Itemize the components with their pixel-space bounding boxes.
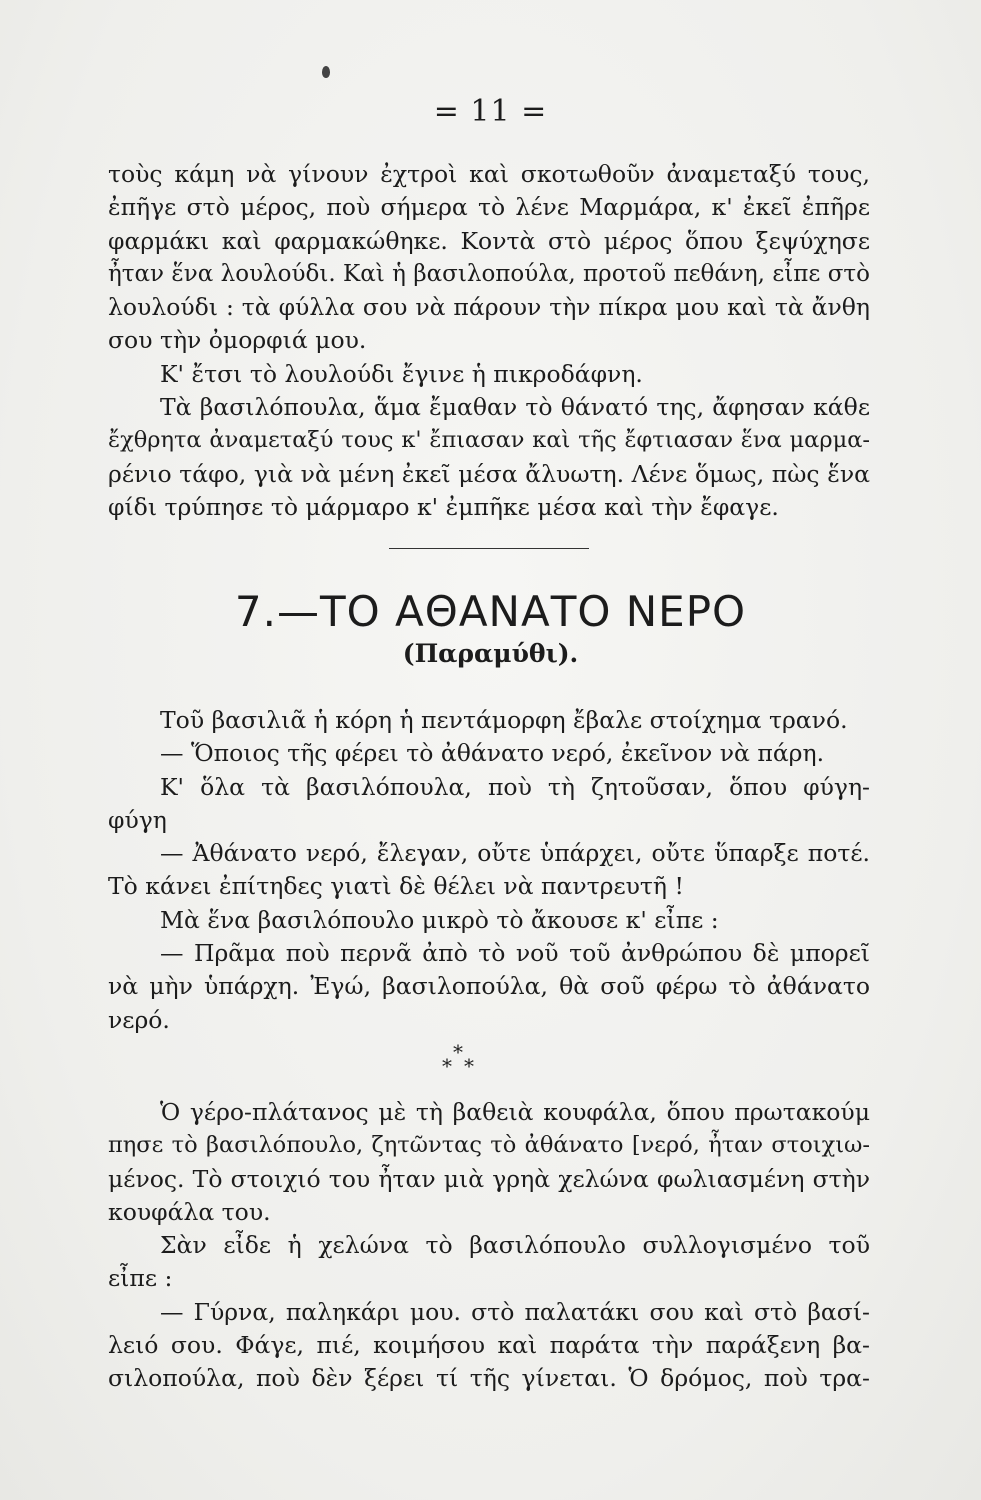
text-line: ἦταν ἕνα λουλούδι. Καὶ ἡ βασιλοπούλα, προτοῦ πεθάνη, εἶπε στὸ	[108, 260, 870, 287]
text-line: φαρμάκι καὶ φαρμακώθηκε. Κοντὰ στὸ μέρος ὅπου ξεψύχησε	[108, 226, 870, 255]
text-line: ἔχθρητα ἀναμεταξύ τους κ' ἔπιασαν καὶ τῆς ἔφτιασαν ἕνα μαρμα-	[108, 427, 870, 454]
text-line: λουλούδι : τὰ φύλλα σου νὰ πάρουν τὴν πίκρα μου καὶ τὰ ἄνθη	[108, 293, 870, 322]
text-line: φίδι τρύπησε τὸ μάρμαρο κ' ἐμπῆκε μέσα καὶ τὴν ἔφαγε.	[108, 492, 779, 521]
text-line: — Ἀθάνατο νερό, ἔλεγαν, οὔτε ὑπάρχει, οὔτε ὕπαρξε ποτέ.	[160, 839, 870, 868]
text-line: Μὰ ἕνα βασιλόπουλο μικρὸ τὸ ἄκουσε κ' εἶπε :	[160, 905, 719, 934]
text-line: ἐπῆγε στὸ μέρος, ποὺ σήμερα τὸ λένε Μαρμάρα, κ' ἐκεῖ ἐπῆρε	[108, 193, 870, 222]
text-line: Ὁ γέρο-πλάτανος μὲ τὴ βαθειὰ κουφάλα, ὅπου πρωτακούμ	[160, 1098, 870, 1126]
chapter-subtitle: (Παραμύθι).	[402, 639, 579, 668]
text-line: τοὺς κάμη νὰ γίνουν ἐχτροὶ καὶ σκοτωθοῦν ἀναμεταξύ τους,	[108, 160, 870, 188]
text-line: Τὸ κάνει ἐπίτηδες γιατὶ δὲ θέλει νὰ παντρευτῆ !	[108, 872, 684, 901]
text-line: Κ' ἔτσι τὸ λουλούδι ἔγινε ἡ πικροδάφνη.	[160, 359, 643, 388]
text-line: φύγη	[108, 805, 167, 834]
ink-speck	[322, 66, 330, 78]
text-line: σου τὴν ὀμορφιά μου.	[108, 326, 367, 355]
text-line: σιλοπούλα, ποὺ δὲν ξέρει τί τῆς γίνεται. Ὁ δρόμος, ποὺ τρα-	[108, 1364, 870, 1393]
intro-paragraphs	[108, 158, 870, 524]
asterism-divider: * * *	[442, 1040, 474, 1078]
section-divider	[389, 548, 589, 549]
text-line: — Γύρνα, παληκάρι μου. στὸ παλατάκι σου καὶ στὸ βασί-	[160, 1297, 870, 1326]
text-line: λειό σου. Φάγε, πιέ, κοιμήσου καὶ παράτα τὴν παράξενη βα-	[108, 1331, 870, 1360]
text-line: εἶπε :	[108, 1264, 173, 1293]
text-line: Τοῦ βασιλιᾶ ἡ κόρη ἡ πεντάμορφη ἔβαλε στοίχημα τρανό.	[160, 706, 848, 734]
closing-paragraphs	[108, 1096, 870, 1396]
text-line: νερό.	[108, 1005, 170, 1034]
text-line: Τὰ βασιλόπουλα, ἅμα ἔμαθαν τὸ θάνατό της, ἄφησαν κάθε	[160, 393, 870, 422]
story-paragraphs	[108, 704, 870, 1037]
text-line: μένος. Τὸ στοιχιό του ἦταν μιὰ γρηὰ χελώνα φωλιασμένη στὴν	[108, 1164, 870, 1193]
text-line: Σὰν εἶδε ἡ χελώνα τὸ βασιλόπουλο συλλογισμένο τοῦ	[160, 1231, 870, 1260]
text-line: Κ' ὅλα τὰ βασιλόπουλα, ποὺ τὴ ζητοῦσαν, ὅπου φύγη-	[160, 772, 870, 801]
page-number: = 11 =	[433, 94, 548, 129]
text-line: κουφάλα του.	[108, 1197, 271, 1226]
text-line: νὰ μὴν ὑπάρχη. Ἐγώ, βασιλοπούλα, θὰ σοῦ φέρω τὸ ἀθάνατο	[108, 972, 870, 1001]
text-line: πησε τὸ βασιλόπουλο, ζητῶντας τὸ ἀθάνατο [νερό, ἦταν στοιχιω-	[108, 1132, 870, 1159]
text-line: ρένιο τάφο, γιὰ νὰ μένη ἐκεῖ μέσα ἄλυωτη. Λένε ὅμως, πὼς ἕνα	[108, 459, 870, 488]
chapter-title: 7.—ΤΟ ΑΘΑΝΑΤΟ ΝΕΡΟ	[234, 587, 747, 636]
text-line: — Ὅποιος τῆς φέρει τὸ ἀθάνατο νερό, ἐκεῖνον νὰ πάρη.	[160, 739, 825, 768]
text-line: — Πρᾶμα ποὺ περνᾶ ἀπὸ τὸ νοῦ τοῦ ἀνθρώπου δὲ μπορεῖ	[160, 939, 870, 968]
